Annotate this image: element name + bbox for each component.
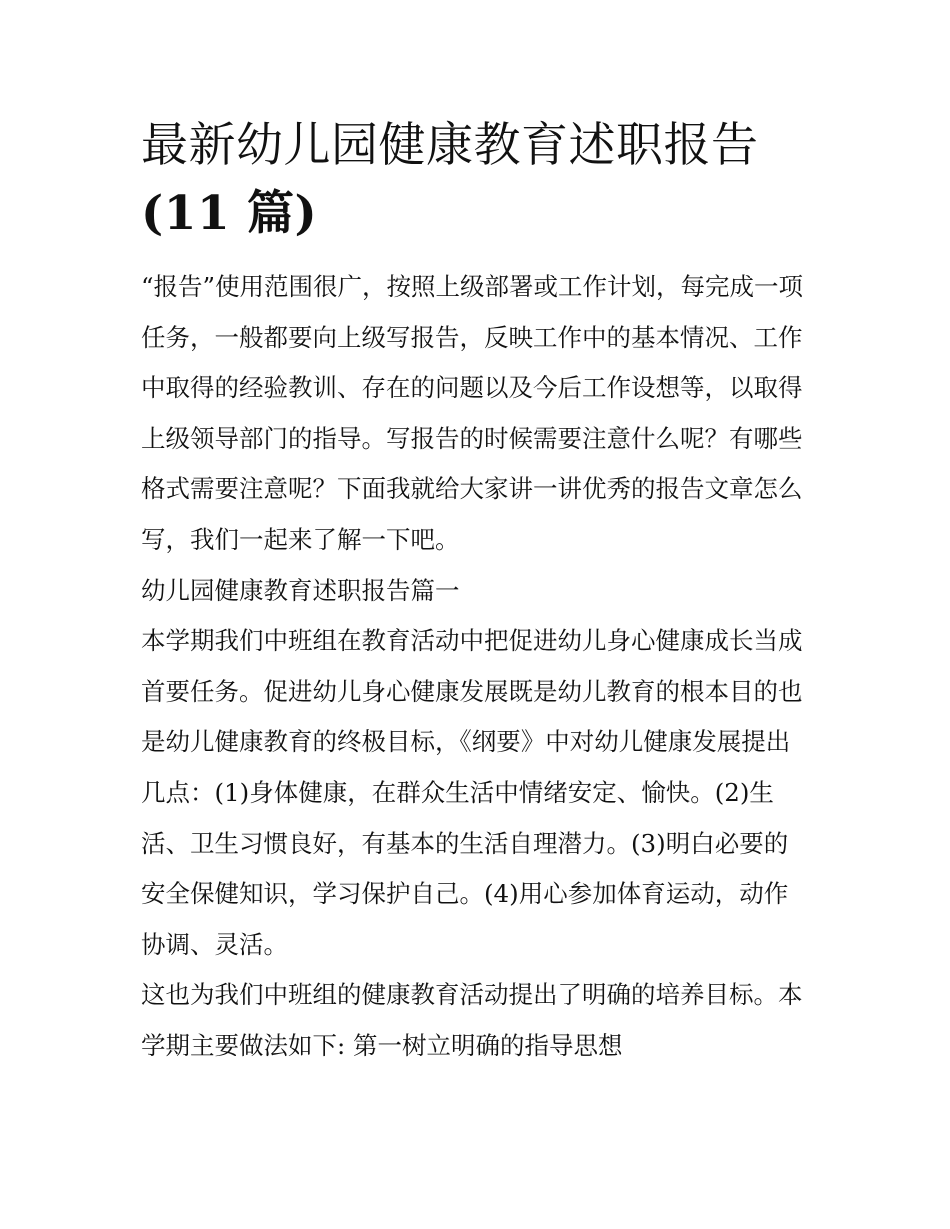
- body-line-intro-3: 中取得的经验教训、存在的问题以及今后工作设想等，以取得: [141, 373, 803, 403]
- body-line-section-1: 本学期我们中班组在教育活动中把促进幼儿身心健康成长当成: [141, 626, 803, 656]
- body-line-intro-4: 上级领导部门的指导。写报告的时候需要注意什么呢？有哪些: [141, 423, 803, 453]
- body-line-section-3: 是幼儿健康教育的终极目标，《纲要》中对幼儿健康发展提出: [141, 727, 791, 757]
- section-heading: 幼儿园健康教育述职报告篇一: [141, 575, 460, 605]
- document-page: [141, 112, 821, 1072]
- body-line-section-9: 学期主要做法如下: 第一树立明确的指导思想: [141, 1030, 623, 1060]
- body-line-section-5: 活、卫生习惯良好，有基本的生活自理潜力。(3)明白必要的: [141, 828, 789, 858]
- document-title: [141, 112, 821, 248]
- body-line-intro-6: 写，我们一起来了解一下吧。: [141, 524, 460, 554]
- body-line-section-6: 安全保健知识，学习保护自己。(4)用心参加体育运动，动作: [141, 879, 789, 909]
- body-line-section-8: 这也为我们中班组的健康教育活动提出了明确的培养目标。本: [141, 980, 803, 1010]
- body-line-section-7: 协调、灵活。: [141, 929, 288, 959]
- body-line-section-2: 首要任务。促进幼儿身心健康发展既是幼儿教育的根本目的也: [141, 676, 803, 706]
- body-line-section-4: 几点：(1)身体健康，在群众生活中情绪安定、愉快。(2)生: [141, 777, 774, 807]
- body-line-intro-2: 任务，一般都要向上级写报告，反映工作中的基本情况、工作: [141, 322, 803, 352]
- title-line-main: 最新幼儿园健康教育述职报告: [141, 118, 759, 173]
- title-line-count: (11 篇): [141, 186, 318, 241]
- body-line-intro-5: 格式需要注意呢？下面我就给大家讲一讲优秀的报告文章怎么: [141, 474, 803, 504]
- body-line-intro-1: “报告”使用范围很广，按照上级部署或工作计划，每完成一项: [141, 272, 804, 301]
- document-body: [141, 262, 821, 1072]
